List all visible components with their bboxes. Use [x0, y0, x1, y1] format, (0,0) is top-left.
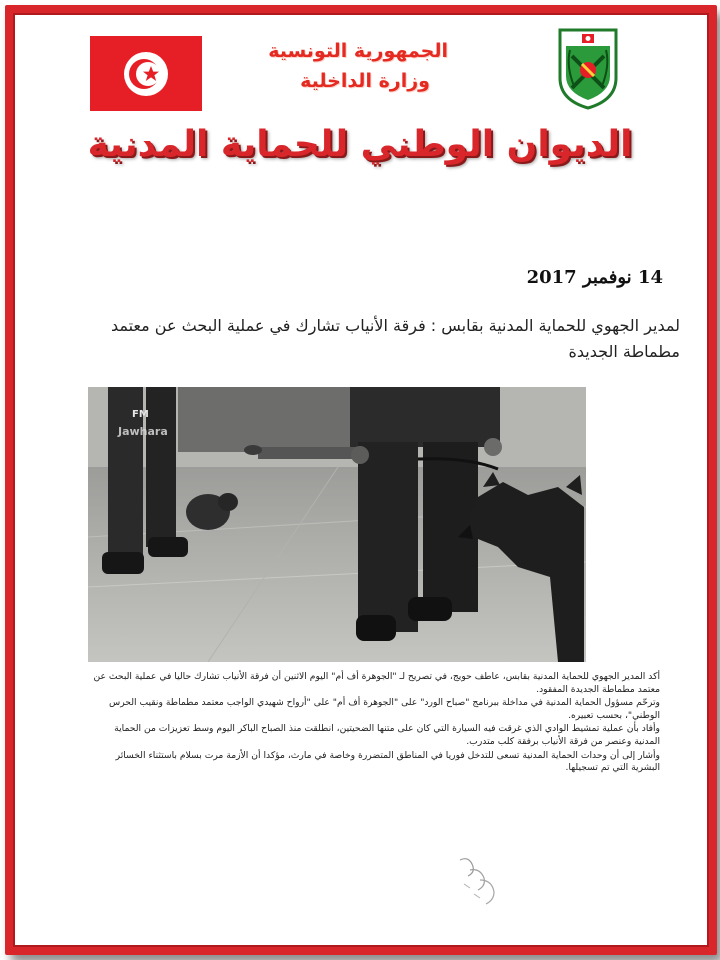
tunisia-flag	[90, 36, 202, 111]
crescent-star-icon	[124, 52, 168, 96]
civil-protection-emblem	[556, 26, 620, 110]
article-paragraph: وأفاد بأن عملية تمشيط الوادي الذي غرقت فيه السيارة التي كان على متنها الضحيتين، انطلقت منذ الصباح الباكر اليوم وسط تعزيزات من الحماية المدنية وعنصر من فرقة الأنياب برفقة كلب متدرب.	[114, 723, 660, 747]
article-paragraph: وأشار إلى أن وحدات الحماية المدنية تسعى للتدخل فوريا في المناطق المتضررة وخاصة في مارث، مؤكدا أن الأزمة مرت بسلام باستثناء الخسائر البشرية التي تم تسجيلها.	[115, 749, 660, 774]
ministry-label: وزارة الداخلية	[300, 70, 430, 92]
article-headline: لمدير الجهوي للحماية المدنية بقابس : فرقة الأنياب تشارك في عملية البحث عن معتمد مطماطة الجديدة	[110, 316, 680, 361]
photo-watermark: Jawhara	[118, 425, 168, 438]
agency-title: الديوان الوطني للحماية المدنية	[87, 124, 633, 165]
photo-badge: FM	[132, 409, 149, 420]
handwritten-mark	[440, 850, 510, 910]
republic-label: الجمهورية التونسية	[268, 40, 448, 62]
article-paragraph: أكد المدير الجهوي للحماية المدنية بقابس، عاطف حويج، في تصريح لـ "الجوهرة أف أم" اليوم الاثنين أن فرقة الأنياب تشارك حاليا في عملية البحث عن معتمد مطماطة الجديدة المفقود.	[93, 671, 660, 695]
article-photo	[88, 387, 586, 662]
article-date: 14 نوفمبر 2017	[526, 267, 663, 288]
article-paragraph: وترحّم مسؤول الحماية المدنية في مداخلة ببرنامج "صباح الورد" على "الجوهرة أف أم" على "أرواح شهيدي الواجب معتمد مطماطة ونقيب الحرس الوطني"، بحسب تعبيره.	[108, 697, 660, 721]
article-body	[90, 671, 660, 776]
flag-disc	[124, 52, 168, 96]
